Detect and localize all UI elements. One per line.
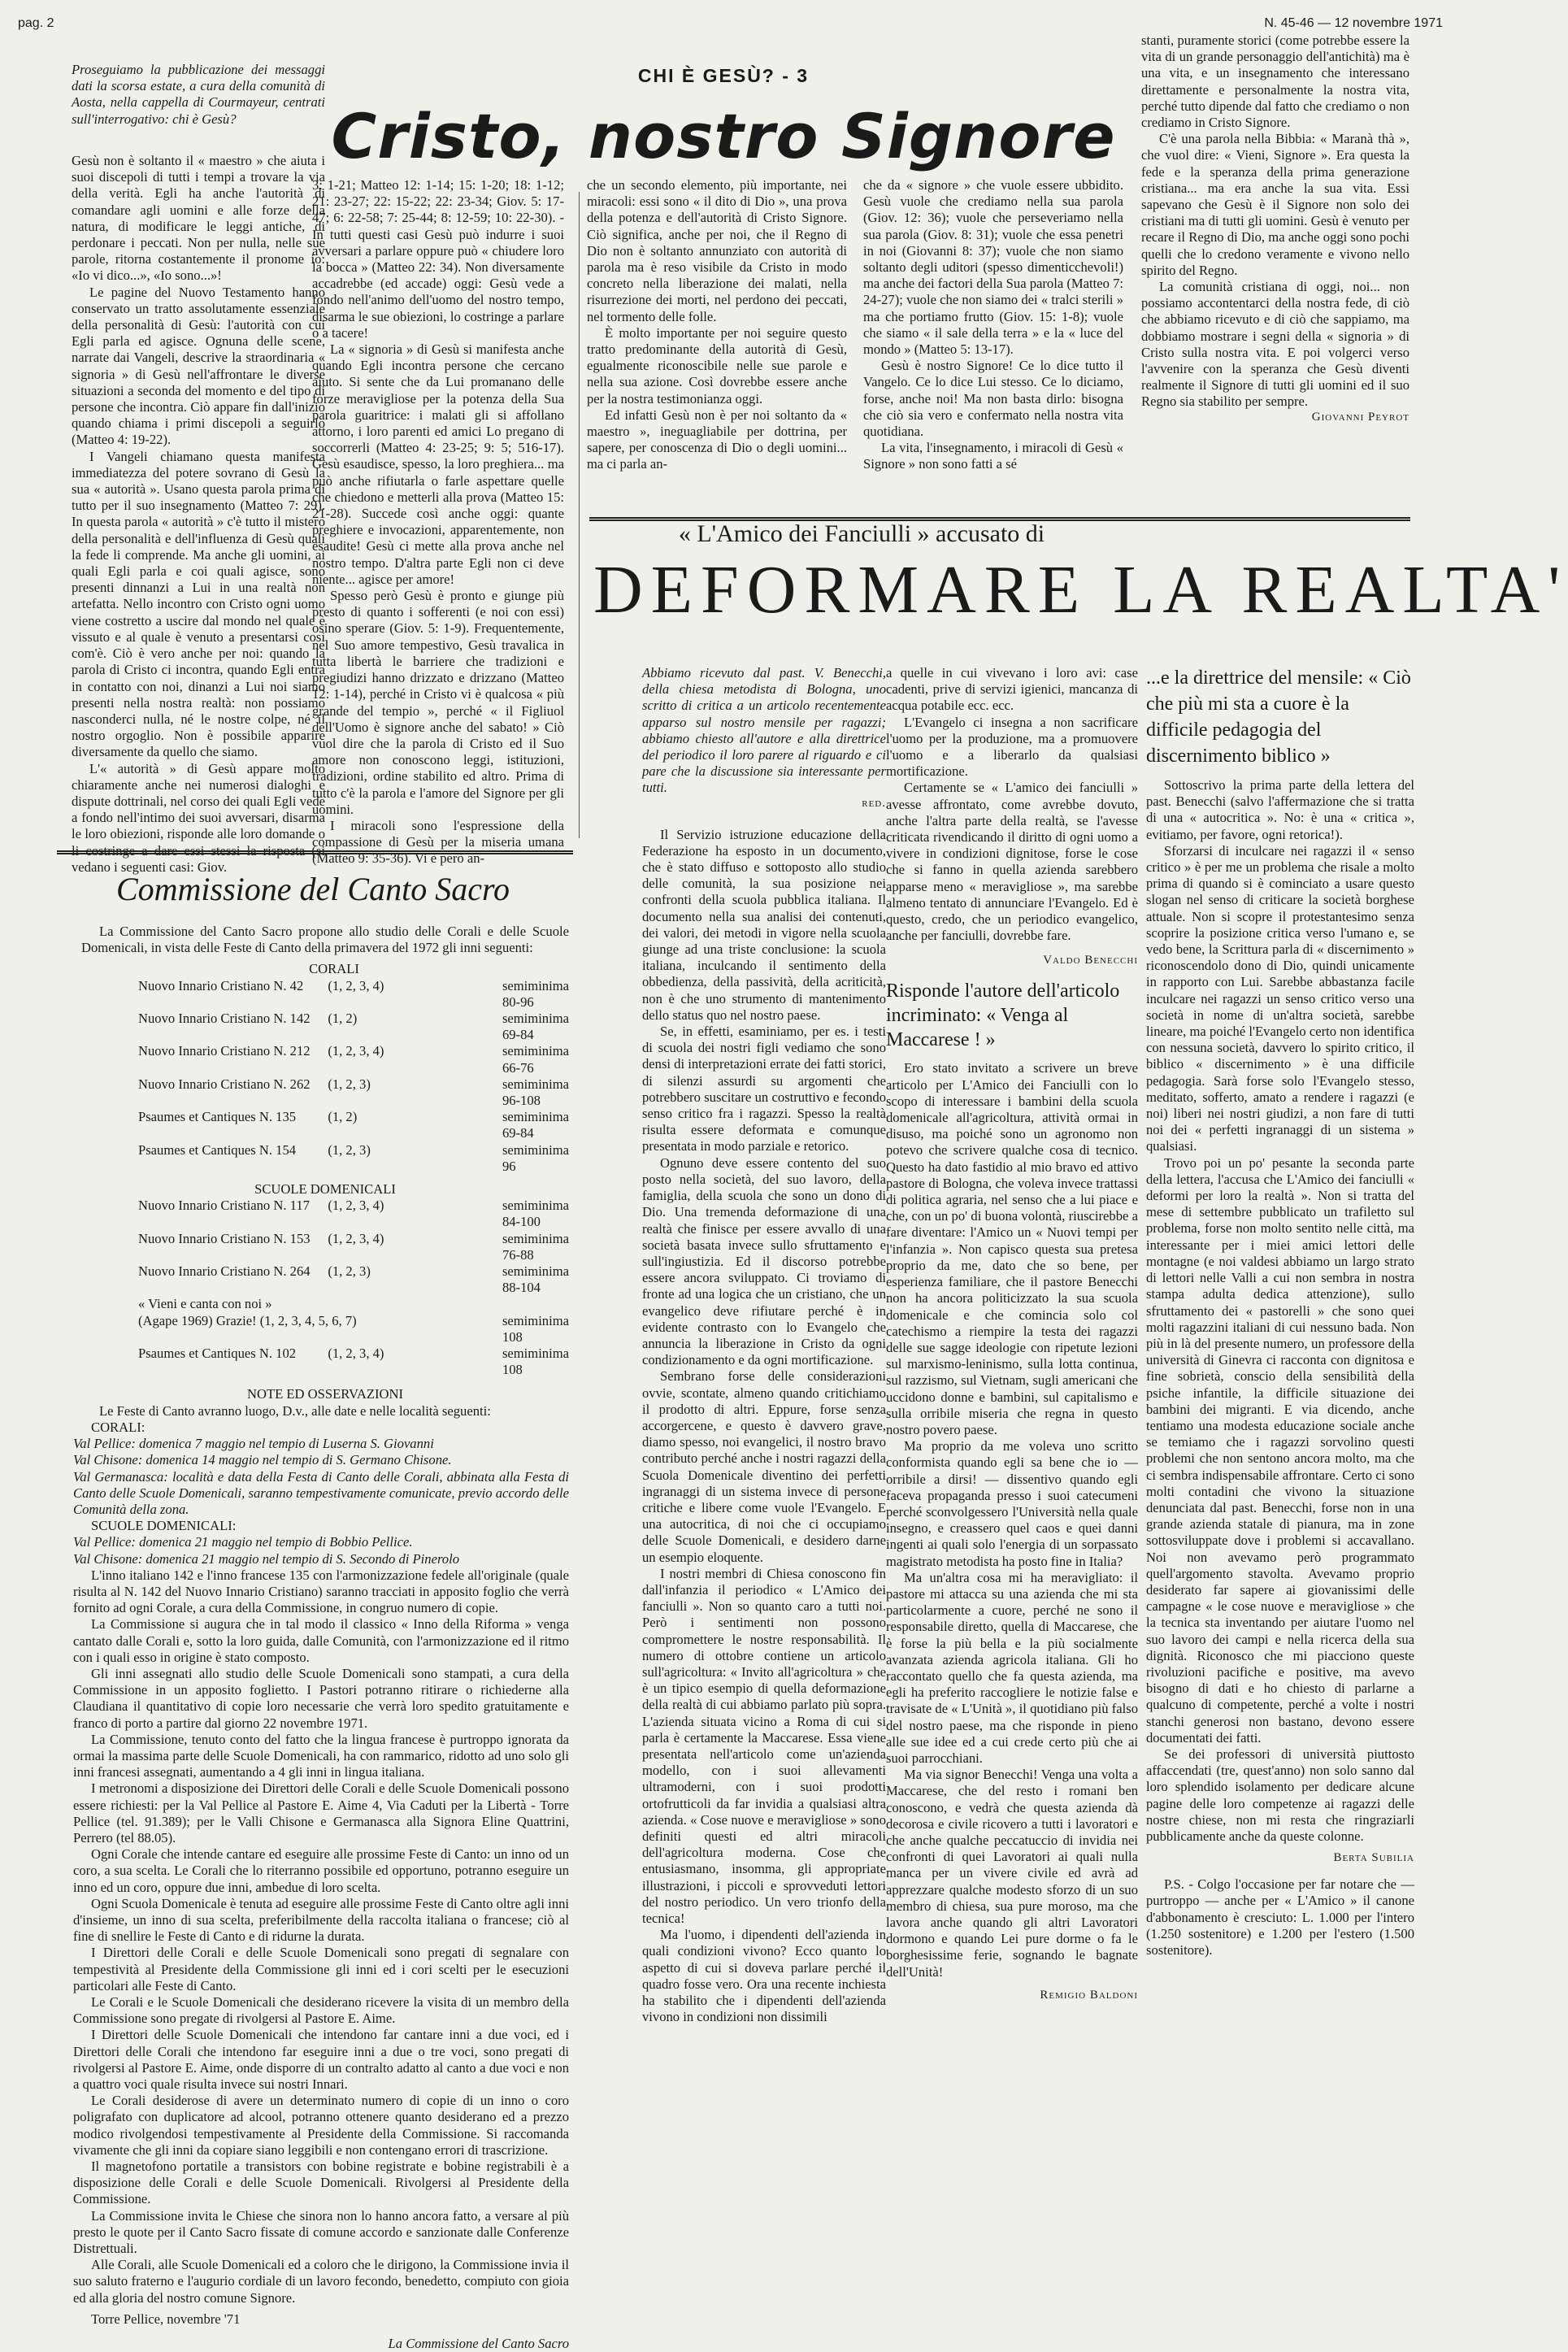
note-9: Le Corali e le Scuole Domenicali che desiderano ricevere la visita di un membro della Commissione sono pregate di rivolgersi al Pastore E. Aime. — [73, 1994, 569, 2027]
benecchi-signature: Valdo Benecchi — [1043, 954, 1138, 967]
cristo-col1-p3: I Vangeli chiamano questa manifesta immediatezza del potere sovrano di Gesù la sua « autorità ». Usano questa parola prima di tutto per il suo insegnamento (Matteo 7: 29). In questa parola « autorità » c'è tutto il mistero della personalità e dell'influenza di Gesù quali la fede li comprende. Ma anche gli uomini, ai quali Egli parla e coi quali agisce, sono presenti dinnanzi a Lui in una realtà non artefatta. Nello incontro con Cristo ogni uomo viene costretto a uscire dal mondo nel quale è vissuto e al quale è venuto a presentarsi così com'è. Ciò è vero anche per noi: quando la parola di Cristo ci incontra, quando Egli entra in contatto con noi, dinanzi a Lui noi siamo presenti nella nostra realtà: non possiamo nasconderci nulla, né le nostre colpe, né il nostro orgoglio. Non è possibile apparire diversamente da quello che siamo. — [72, 448, 325, 760]
cristo-signature: Giovanni Peyrot — [1311, 410, 1409, 424]
sd-date-2: Val Chisone: domenica 21 maggio nel tempio di S. Secondo di Pinerolo — [73, 1550, 460, 1567]
corali-date-1: Val Pellice: domenica 7 maggio nel tempio di Luserna S. Giovanni — [73, 1436, 434, 1452]
commissione-signature: La Commissione del Canto Sacro — [388, 2336, 569, 2352]
hymn-row: « Vieni e canta con noi » — [138, 1296, 272, 1312]
corali-date-3: Val Germanasca: località e data della Festa di Canto delle Corali, abbinata alla Festa di Canto delle Scuole Domenicali, saranno tempestivamente comunicate, previo accordo delle Comunità della zona. — [73, 1468, 569, 1517]
note-10: I Direttori delle Scuole Domenicali che intendono far cantare inni a due voci, ed i Direttori delle Corali che intendono far eseguire inni a due o tre voci, sono pregati di rivolgersi al Pastore E. Aime, onde disporre di un contralto adatto al canto a due voci e non a quattro voci quale risulta invece sui nostri Innari. — [73, 2027, 569, 2093]
deformare-col2-p3: Certamente se « L'amico dei fanciulli » avesse affrontato, come avrebbe dovuto, anche l'altra parte della realtà, se l'avesse criticata rivendicando il diritto di ogni uomo a vivere in condizioni dignitose, forse le cose che si fanno in quella azienda sarebbero apparse meno « meravigliose », ma sarebbe almeno tentato di annunciare l'Evangelo. Ed è questo, credo, che un periodico evangelico, anche per fanciulli, dovrebbe fare. — [886, 780, 1138, 944]
sd-date-1: Val Pellice: domenica 21 maggio nel tempio di Bobbio Pellice. — [73, 1534, 413, 1550]
deformare-col2b-p3: Ma un'altra cosa mi ha meravigliato: il pastore mi attacca su una azienda che mi sta particolarmente a cuore, perché ne sono il responsabile diretto, quella di Maccarese, che è forse la più bella e la più socialmente avanzata azienda agricola italiana. Gli ho raccontato quello che fa questa azienda, ma egli ha preferito raccogliere le notizie false e travisate de « L'Unità », il quotidiano più falso del nostro paese, ma che risponde in pieno alle sue idee ed a cui crede certo più che ai suoi parrocchiani. — [886, 1569, 1138, 1766]
hymn-row: Nuovo Innario Cristiano N. 212 (1, 2, 3, 4) semiminima 66-76 — [138, 1043, 569, 1076]
cristo-col2-p2: La « signoria » di Gesù si manifesta anche quando Egli incontra persone che cercano aiuto. Si sente che da Lui promanano delle forze meravigliose per la potenza della Sua parola guaritrice: i malati gli si affollano attorno, i loro parenti ed amici Lo pregano di soccorrerli (Matteo 4: 23-25; 9: 5; 516-17). Gesù esaudisce, spesso, la loro preghiera... ma può anche rifiutarla o farle aspettare quelle che chiedono e metterli alla prova (Matteo 15: 21-28). Succede così anche oggi: quante preghiere e invocazioni, apparentemente, non esaudite! Gesù ci mette alla prova anche nel nostro tempo. D'altra parte Egli non ci deve niente... agisce per amore! — [312, 341, 564, 587]
deformare-title: DEFORMARE LA REALTA' — [593, 552, 1568, 628]
deformare-col2b-p4: Ma via signor Benecchi! Venga una volta a Maccarese, che del resto i romani ben conoscono, e vedrà che questa azienda dà decorosa e civile ricovero a tutti i lavoratori e che anche qualche peccatuccio di invidia nei confronti di quei Lavoratori ai quali nulla manca per un vivere civile ed avrà ad apprezzare qualche modesto sforzo di un suo membro di chiesa, sua pure moroso, ma che lavora anche quando gli altri Lavoratori dormono e quando Lei pure dorme o fa le borghesissime ferie, sognando le bagnate dell'Unità! — [886, 1767, 1138, 1980]
cristo-column-5 — [1141, 33, 1409, 424]
cristo-col1-p4: L'« autorità » di Gesù appare molto chiaramente anche nei numerosi dialoghi e dispute dottrinali, nel corso dei quali Egli vede a fondo nell'intimo dei suoi avversari, disarma le loro obiezioni, risponde alle loro domande o li costringe a dare essi stessi la risposta (si vedano i seguenti casi: Giov. — [72, 760, 325, 875]
cristo-column-1 — [72, 153, 325, 876]
deformare-col3-p2: Sforzarsi di inculcare nei ragazzi il « senso critico » è per me un problema che risale a molto prima di quando si è cominciato a usare questo slogan nel senso di criticare la società borghese attuale. Non si scopre il protestantesimo senza scoprire la posizione critica verso l'umano e, se vedo bene, la Scrittura parla di « discernimento » riconoscendolo dono di Dio, quindi unicamente in rapporto con Lui. Sarebbe abbastanza facile inculcare nei ragazzi un senso critico verso una società in nome di un'altra società, sarebbe lineare, ma poiché l'Evangelo certo non identifica con nessuna società, davvero lo spirito critico, il biblico « discernimento » è una difficile pedagogia. Sarà forse solo l'Evangelo stesso, meditato, sofferto, amato a rendere i ragazzi (e noi) liberi nei nostri giudizi, a non fare di tutti noi dei « perfetti ingranaggi di un sistema » qualsiasi. — [1146, 842, 1414, 1154]
note-12: Il magnetofono portatile a transistors con bobine registrate e bobine registrabili è a disposizione delle Corali e delle Scuole Domenicali. Rivolgersi al Presidente della Commissione. — [73, 2159, 569, 2207]
hymn-row: Psaumes et Cantiques N. 102 (1, 2, 3, 4) semiminima 108 — [138, 1346, 569, 1378]
cristo-col4-p3: La vita, l'insegnamento, i miracoli di Gesù « Signore » non sono fatti a sé — [863, 440, 1123, 472]
note-7: Ogni Scuola Domenicale è tenuta ad eseguire alle prossime Feste di Canto oltre agli inni d'insieme, un inno di sua scelta, preferibilmente della raccolta italiana o francese; ciò al fine di snellire le Feste di Canto e di ridurne la durata. — [73, 1895, 569, 1945]
commissione-intro: La Commissione del Canto Sacro propone allo studio delle Corali e delle Scuole Domenicali, in vista delle Feste di Canto della primavera del 1972 gli inni seguenti: — [81, 924, 569, 956]
reply-title: Risponde l'autore dell'articolo incriminato: « Venga al Maccarese ! » — [886, 980, 1120, 1051]
deformare-col1-p2: Se, in effetti, esaminiamo, per es. i testi di scuola dei nostri figli vediamo che sono densi di interpretazioni errate dei fatti storici, di silenzi assurdi su argomenti che potrebbero suscitare un costruttivo e fecondo senso critico fra i ragazzi. Spesso la realtà risulta essere deformata e comunque presentata in modo parziale e retorico. — [642, 1024, 886, 1154]
ps-note: P.S. - Colgo l'occasione per far notare che — purtroppo — anche per « L'Amico » il canone d'abbonamento è cresciuto: L. 1.000 per l'intero (1.250 sostenitore) e 1.200 per l'estero (1.500 sostenitore). — [1146, 1876, 1414, 1959]
hymn-row: (Agape 1969) Grazie! (1, 2, 3, 4, 5, 6, 7) semiminima 108 — [138, 1312, 569, 1345]
deformare-col1-p6: Ma l'uomo, i dipendenti dell'azienda in quali condizioni vivono? Ecco quanto lo aspetto di cui si doveva parlare perché il quadro fosse vero. Ora una recente inchiesta ha stabilito che i dipendenti dell'azienda vivono in condizioni non dissimili — [642, 1927, 886, 2025]
hymn-row: Nuovo Innario Cristiano N. 142 (1, 2) semiminima 69-84 — [138, 1011, 569, 1043]
note-2: La Commissione si augura che in tal modo il classico « Inno della Riforma » venga cantato dalle Corali e, sotto la loro guida, dalle Comunità, con l'armonizzazione ed il ritmo con i quali esso in origine è stato composto. — [73, 1616, 569, 1665]
hymn-row: Psaumes et Cantiques N. 135 (1, 2) semiminima 69-84 — [138, 1109, 569, 1141]
note-intro: Le Feste di Canto avranno luogo, D.v., alle date e nelle località seguenti: — [99, 1402, 491, 1419]
cristo-col5-p2: C'è una parola nella Bibbia: « Maranà thà », che vuol dire: « Vieni, Signore ». Era questa la fede e la speranza della prima generazione cristiana... ma era anche la sua vita. Essi sapevano che Gesù è il Signore non solo dei cristiani ma di tutti gli uomini. Gesù è venuto per recare il Regno di Dio, ma anche oggi sono pochi quelli che lo credono veramente e vivono nello spirito del Regno. — [1141, 131, 1409, 278]
deformare-col1-p4: Sembrano forse delle considerazioni ovvie, scontate, almeno quando critichiamo il prodotto di altri. Eppure, forse senza accorgercene, e questo è davvero grave, diamo spesso, noi evangelici, il nostro bravo contributo perché anche i nostri ragazzi della Scuola Domenicale diventino dei perfetti ingranaggi di un sistema invece di persone critiche e libere come vuole l'Evangelo. E una autocritica, di noi che ci occupiamo delle Scuole Domenicali, e desidero darne un esempio eloquente. — [642, 1368, 886, 1565]
baldoni-signature: Remigio Baldoni — [1040, 1988, 1138, 2002]
note-8: I Direttori delle Corali e delle Scuole Domenicali sono pregati di segnalare con tempestività al Presidente della Commissione gli inni ed i cori scelti per le esecuzioni particolari alle Feste di Canto. — [73, 1945, 569, 1993]
cristo-col1-p1: Gesù non è soltanto il « maestro » che aiuta i suoi discepoli di tutti i tempi a trovare la via della verità. Egli ha anche l'autorità di comandare agli uomini e alle forze della natura, di modificare le leggi antiche, di perdonare i peccati. Non per nulla, nelle sue parole, ritorna costantemente il pronome io: «Io vi dico...», «Io sono...»! — [72, 153, 325, 284]
deformare-col2b-p1: Ero stato invitato a scrivere un breve articolo per L'Amico dei Fanciulli con lo scopo di interessare i bambini della scuola domenicale all'agricoltura, attività ormai in disuso, ma poiché sono un agronomo non potevo che scrivere qualche cosa di tecnico. Questo ha dato fastidio al mio bravo ed attivo pastore di Bologna, che voleva invece trattassi di politica agraria, nel senso che a lui piace e che, con un po' di buona volontà, riuscirebbe a fare diventare: l'Amico un « Nuovi tempi per l'infanzia ». Non capisco questa sua pretesa proprio da me, dato che so bene, per esperienza familiare, che il pastore Benecchi non ha ancora politicizzato la sua scuola domenicale e che comincia solo col catechismo a riempire la testa dei ragazzi delle sue sagge ideologie con ripetute lezioni sul marxismo-leninismo, sulla lotta continua, sul razzismo, sul Vietnam, sugli americani che uccidono donne e bambini, sul capitalismo e sulla orribile miseria che regna in questo nostro povero paese. — [886, 1060, 1138, 1437]
cristo-col2-p4: I miracoli sono l'espressione della compassione di Gesù per la miseria umana (Matteo 9: 35-36). Vi è però an- — [312, 817, 564, 867]
corali-date-2: Val Chisone: domenica 14 maggio nel tempio di S. Germano Chisone. — [73, 1452, 452, 1468]
deformare-kicker: « L'Amico dei Fanciulli » accusato di — [678, 520, 1045, 547]
deformare-col1-p5: I nostri membri di Chiesa conoscono fin dall'infanzia il periodico « L'Amico dei fanciulli ». Non so quanto caro a tutti noi. Però i sentimenti non possono compromettere le nostre responsabilità. Il numero di ottobre contiene un articolo sull'agricoltura: « Invito all'agricoltura » che è un tipico esempio di quella deformazione della realtà di cui abbiamo parlato più sopra. L'azienda situata vicino a Roma di cui si parla è certamente la Maccarese. Essa viene presentata nell'articolo come un'azienda modello, con i suoi allevamenti ultramoderni, con i suoi prodotti ortofrutticoli da far invidia a qualsiasi altra azienda. « Cose nuove e meravigliose » sono definiti questi ed altri miracoli dell'agricoltura moderna. Cose che entusiasmano, insomma, gli appropriate illustrazioni, i piccoli e sprovveduti lettori del nostro periodico. Un vero trionfo della tecnica! — [642, 1565, 886, 1927]
deformare-column-3 — [1146, 665, 1414, 1959]
cristo-col4-p1: che da « signore » che vuole essere ubbidito. Gesù vuole che crediamo nella sua parola (Giov. 12: 36); vuole che perseveriamo nella sua parola (Giov. 8: 31); vuole che essa penetri in noi (Giovanni 8: 37); vuole che non siamo soltanto degli uditori (spesso dimenticchevoli!) ma anche dei factori della Sua parola (Matteo 7: 24-27); vuole che non siamo dei « tralci sterili » ma che portiamo frutto (Giov. 15: 1-8); vuole che siamo « il sale della terra » e la « luce del mondo » (Matteo 5: 13-17). — [863, 177, 1123, 358]
note-4: La Commissione, tenuto conto del fatto che la lingua francese è purtroppo ignorata da ormai la massima parte delle Scuole Domenicali, ha con rammarico, ridotto ad uno solo gli inni francesi assegnati, aumentando a 4 gli inni in lingua italiana. — [73, 1731, 569, 1780]
note-1: L'inno italiano 142 e l'inno francese 135 con l'armonizzazione fedele all'originale (quale risulta al N. 142 del Nuovo Innario Cristiano) saranno tracciati in apposito foglio che verrà fornito ad ogni Corale, a cura della Commissione, in congruo numero di copie. — [73, 1567, 569, 1616]
cristo-col1-p2: Le pagine del Nuovo Testamento hanno conservato un tratto assolutamente essenziale della personalità di Gesù: l'autorità con cui Egli parla ed agisce. Ognuna delle scene, narrate dai Vangeli, descrive la straordinaria « signoria » di Gesù nell'affrontare le diverse situazioni a seconda del momento e del tipo di persone che incontra. Ciò appare fin dall'inizio quando chiama i primi discepoli a seguirlo (Matteo 4: 19-22). — [72, 284, 325, 448]
deformare-col2-p2: L'Evangelo ci insegna a non sacrificare l'uomo per la produzione, ma a promuovere l'uomo e a liberarlo da qualsiasi mortificazione. — [886, 714, 1138, 780]
hymn-row: Nuovo Innario Cristiano N. 262 (1, 2, 3) semiminima 96-108 — [138, 1076, 569, 1109]
cristo-col4-p2: Gesù è nostro Signore! Ce lo dice tutto il Vangelo. Ce lo dice Lui stesso. Ce lo diciamo, forse, anche noi! Ma non basta dirlo: bisogna che ciò sia vero e confermato nella nostra vita quotidiana. — [863, 358, 1123, 440]
commissione-body — [73, 924, 569, 2352]
hymn-row: Psaumes et Cantiques N. 154 (1, 2, 3) semiminima 96 — [138, 1141, 569, 1174]
place-date: Torre Pellice, novembre '71 — [91, 2311, 241, 2327]
deformare-column-1 — [642, 665, 886, 2025]
commissione-title: Commissione del Canto Sacro — [115, 871, 510, 907]
deformare-col1-p1: Il Servizio istruzione educazione della Federazione ha esposto in un documento, che è stato diffuso e sottoposto allo studio delle comunità, la sua posizione nei confronti della scuola pubblica italiana. Il documento nella sua analisi dei contenuti, dei valori, dei metodi in vigore nella scuola giunge ad una triste conclusione: la scuola italiana, inculcando il sentimento della obbedienza, della passività, della acriticità, non è che uno strumento di mantenimento dello status quo nel nostro paese. — [642, 826, 886, 1023]
corali-label: CORALI: — [91, 1419, 146, 1435]
deformare-col1-p3: Ognuno deve essere contento del suo posto nella società, del suo lavoro, della famiglia, della scuola che sono un dono di Dio. Una tremenda deformazione di una realtà che finisce per essere avvallo di una società basata invece sullo sfruttamento e sull'ingiustizia. Ed il discorso potrebbe essere ancora sviluppato. Ci troviamo di fronte ad una logica che un cristiano, che un evangelico deve rifiutare perché è in evidente contrasto con lo Evangelo che annuncia la liberazione in Cristo da ogni condizionamento e da ogni mortificazione. — [642, 1154, 886, 1368]
cristo-column-2 — [312, 177, 564, 867]
deformare-col3-p1: Sottoscrivo la prima parte della lettera del past. Benecchi (salvo l'affermazione che si tratta di una « autocritica ». No: è una « critica », evitiamo, per favore, ogni retorica!). — [1146, 777, 1414, 842]
deformare-col3-p3: Trovo poi un po' pesante la seconda parte della lettera, l'accusa che L'Amico dei fanciulli « deformi per loro la realtà ». Non si tratta del mese di settembre pubblicato un trafiletto sul problema, forse non molto sentito nelle città, ma interessante per i miei amici lettori delle montagne (e noi valdesi abbiamo un largo strato di lettori nelle Valli a cui non sembra in nostra stampa adulta dedica attenzione), sullo sfruttamento dei « pastorelli » che sono quei molti ragazzini italiani di cui nessuno bada. Non più in là del presente numero, un professore della università di Ginevra ci racconta con dignitosa e fine sobrietà, conscio della sensibilità della psiche infantile, la difficile situazione dei bambini dei migranti. E via dicendo, anche tentiamo una modesta educazione sociale anche se temiamo che i ragazzi sorvolino questi problemi che non sentono ancora molto, ma che ci sembra indispensabile affrontare. Certo ci sono molti contadini che vivono la situazione denunciata dal past. Benecchi, forse non in una grande azienda statale di pianura, ma in zone sottosviluppate dove i problemi si accavallano. Noi non avevamo però programmato quell'argomento stavolta. Avevamo proprio desiderato far sapere ai giovanissimi delle campagne « le cose nuove e meravigliose » che la tecnica sta inventando per aiutare l'uomo nel suo lavoro dei campi e nella ricerca della sua dignità. Riconosco che mi piacciono queste rivoluzioni pacifiche e positive, ma avevo bisogno di dati e ho chiesto di parlarne a qualcuno di competente, perché a volte i nostri stanchi generosi non bastano, devono essere documentati dei fatti. — [1146, 1154, 1414, 1746]
note-6: Ogni Corale che intende cantare ed eseguire alle prossime Feste di Canto: un inno od un coro, a sua scelta. Le Corali che lo riterranno possibile ed opportuno, potranno eseguire un inno ed un coro, oppure due inni, ambedue di loro scelta. — [73, 1846, 569, 1895]
deformare-col2b-p2: Ma proprio da me voleva uno scritto conformista quando egli sa bene che io — orribile a dirsi! — dissentivo quando egli faceva propaganda presso i suoi catecumeni perché sconvolgessero l'Università nella quale insegno, e creassero quel caos e quei danni ingenti ai quali solo l'energia di un sorpassato magistrato metodista ha posto fine in Italia? — [886, 1438, 1138, 1569]
cristo-col3-p1: che un secondo elemento, più importante, nei miracoli: essi sono « il dito di Dio », una prova della potenza e dell'autorità di Cristo Signore. Ciò significa, anche per noi, che il Regno di Dio non è soltanto annunziato con autorità di parola ma è reso visibile da Cristo in modo concreto nella liberazione dei malati, nella risurrezione dei morti, nel perdono dei peccati, nel tormento delle folle. — [587, 177, 847, 324]
deformare-col3-p4: Se dei professori di università piuttosto affaccendati (tre, quest'anno) non solo sanno dal loro splendido isolamento per dedicare alcune pagine delle loro competenze ai ragazzi delle nostre chiese, non mi resta che ringraziarli pubblicamente anche da queste colonne. — [1146, 1746, 1414, 1844]
subilia-signature: Berta Subilia — [1333, 1851, 1414, 1865]
hymn-row: Nuovo Innario Cristiano N. 153 (1, 2, 3, 4) semiminima 76-88 — [138, 1230, 569, 1263]
cristo-col2-p1: 3: 1-21; Matteo 12: 1-14; 15: 1-20; 18: 1-12; 21: 23-27; 22: 15-22; 22: 23-34; Giov. 5: 17-47; 6: 22-58; 7: 25-44; 8: 12-59; 10: 22-30). - In tutti questi casi Gesù può indurre i suoi avversari a parlare oppure può « chiudere loro la bocca » (Matteo 22: 34). Non diversamente accadrebbe (ed accade) oggi: Gesù vede a fondo nell'animo dell'uomo del nostro tempo, disarma le sue obiezioni, lo costringe a parlare o a tacere! — [312, 177, 564, 341]
cristo-col2-p3: Spesso però Gesù è pronto e giunge più presto di quanto i sofferenti (e noi con essi) osino sperare (Giov. 5: 1-9). Frequentemente, nel Suo amore tempestivo, Gesù travalica in tutta libertà le barriere che tradizioni e pregiudizi hanno drizzato e drizzano (Matteo 12: 1-14), perché in Cristo vi è qualcosa « più grande del tempio », perché « il Figliuol dell'Uomo è signore anche del sabato! » Ciò vuol dire che la parola di Cristo ed il Suo amore non conoscono leggi, istituzioni, tradizioni, ordine stabilito ed altro. Prima di tutto c'è la parola e l'amore del Signore per gli uomini. — [312, 588, 564, 817]
cristo-col3-p3: Ed infatti Gesù non è per noi soltanto da « maestro », ineguagliabile per dottrina, per sapere, per conoscenza di Dio o degli uomini... ma ci parla an- — [587, 406, 847, 472]
note-3: Gli inni assegnati allo studio delle Scuole Domenicali sono stampati, a cura della Commissione in un apposito foglietto. I Pastori potranno ritirare o richiederne alla Claudiana il quantitativo di copie loro necessarie che verrà loro spedito gratuitamente e franco di porto a partire dal giorno 22 novembre 1971. — [73, 1665, 569, 1731]
deformare-column-2 — [886, 665, 1138, 2002]
corali-list — [138, 978, 569, 1175]
deformare-red: red. — [862, 796, 886, 810]
rule-commissione-top — [57, 850, 573, 854]
note-14: Alle Corali, alle Scuole Domenicali ed a coloro che le dirigono, la Commissione invia il suo saluto fraterno e l'augurio cordiale di un lavoro fecondo, benedetto, compiuto con gioia ed alla gloria del nostro comune Signore. — [73, 2257, 569, 2306]
note-11: Le Corali desiderose di avere un determinato numero di copie di un inno o coro poligrafato con duplicatore ad alcool, potranno ottenere quanto desiderano ed a prezzo modico rivolgendosi tempestivamente al Presidente della Commissione. Si raccomanda vivamente che gli inni da copiare siano leggibili e non contengano errori di trascrizione. — [73, 2093, 569, 2158]
vrule-col2-3 — [579, 192, 580, 838]
cristo-kicker: CHI È GESÙ? - 3 — [637, 65, 810, 86]
note-5: I metronomi a disposizione dei Direttori delle Corali e delle Scuole Domenicali possono essere richiesti: per la Val Pellice al Pastore E. Aime 4, Via Caduti per la Libertà - Torre Pellice (tel. 91.389); per le Valli Chisone e Germanasca alla Signora Eline Quattrini, Perrero (tel 88.05). — [73, 1780, 569, 1846]
deformare-editor-note: Abbiamo ricevuto dal past. V. Benecchi, della chiesa metodista di Bologna, uno scritto di critica a un articolo recentemente apparso sul nostro mensile per ragazzi; abbiamo chiesto all'autore e alla direttrice del periodico il loro parere al riguardo e ci pare che la discussione sia interessante per tutti. — [642, 665, 886, 796]
hymn-row: Nuovo Innario Cristiano N. 264 (1, 2, 3) semiminima 88-104 — [138, 1263, 569, 1296]
cristo-col3-p2: È molto importante per noi seguire questo tratto predominante della autorità di Gesù, egualmente riconoscibile nelle sue parole e nella sua azione. Così dovrebbe essere anche per la nostra testimonianza oggi. — [587, 324, 847, 406]
hymn-row: Nuovo Innario Cristiano N. 117 (1, 2, 3, 4) semiminima 84-100 — [138, 1198, 569, 1230]
sd-head: SCUOLE DOMENICALI — [254, 1181, 396, 1198]
cristo-column-4 — [863, 177, 1123, 473]
hymn-row: Nuovo Innario Cristiano N. 42 (1, 2, 3, 4) semiminima 80-96 — [138, 977, 569, 1010]
cristo-intro: Proseguiamo la pubblicazione dei messaggi dati la scorsa estate, a cura della comunità di Aosta, nella cappella di Courmayeur, centrati sull'interrogativo: chi è Gesù? — [72, 62, 325, 127]
cristo-col5-p3: La comunità cristiana di oggi, noi... non possiamo accontentarci della nostra fede, di ciò che abbiamo ricevuto e di ciò che sappiamo, ma dobbiamo mostrare i segni della « signoria » di Cristo sulla nostra vita. E poi volgerci verso l'avvenire con la speranza che Gesù diventi realmente il Signore di tutti gli uomini ed il suo Regno sia stabilito per sempre. — [1141, 279, 1409, 410]
note-13: La Commissione invita le Chiese che sinora non lo hanno ancora fatto, a versare al più presto le quote per il Canto Sacro fissate di comune accordo e sanzionate dalle Conferenze Distrettuali. — [73, 2207, 569, 2257]
cristo-column-3 — [587, 177, 847, 473]
cristo-col5-p1: stanti, puramente storici (come potrebbe essere la vita di un grande personaggio dell'antichità) ma è una vita, e un insegnamento che interessano direttamente e personalmente la nostra vita, perché tutto dipende dal fatto che crediamo o non crediamo in Cristo Signore. — [1141, 33, 1409, 131]
cristo-title: Cristo, nostro Signore — [331, 100, 1116, 172]
deformare-col2-p1: a quelle in cui vivevano i loro avi: case cadenti, prive di servizi igienici, mancanza di acqua potabile ecc. ecc. — [886, 665, 1138, 714]
direttrice-head: ...e la direttrice del mensile: « Ciò che più mi sta a cuore è la difficile pedagogia del discernimento biblico » — [1146, 667, 1411, 767]
sd-list — [138, 1198, 569, 1378]
issue-info: N. 45-46 — 12 novembre 1971 — [1264, 16, 1443, 30]
commissione-notes — [73, 1567, 569, 2352]
note-head: NOTE ED OSSERVAZIONI — [247, 1386, 403, 1402]
corali-head: CORALI — [309, 961, 359, 977]
page-number: pag. 2 — [18, 16, 54, 30]
sd-label: SCUOLE DOMENICALI: — [91, 1518, 237, 1534]
